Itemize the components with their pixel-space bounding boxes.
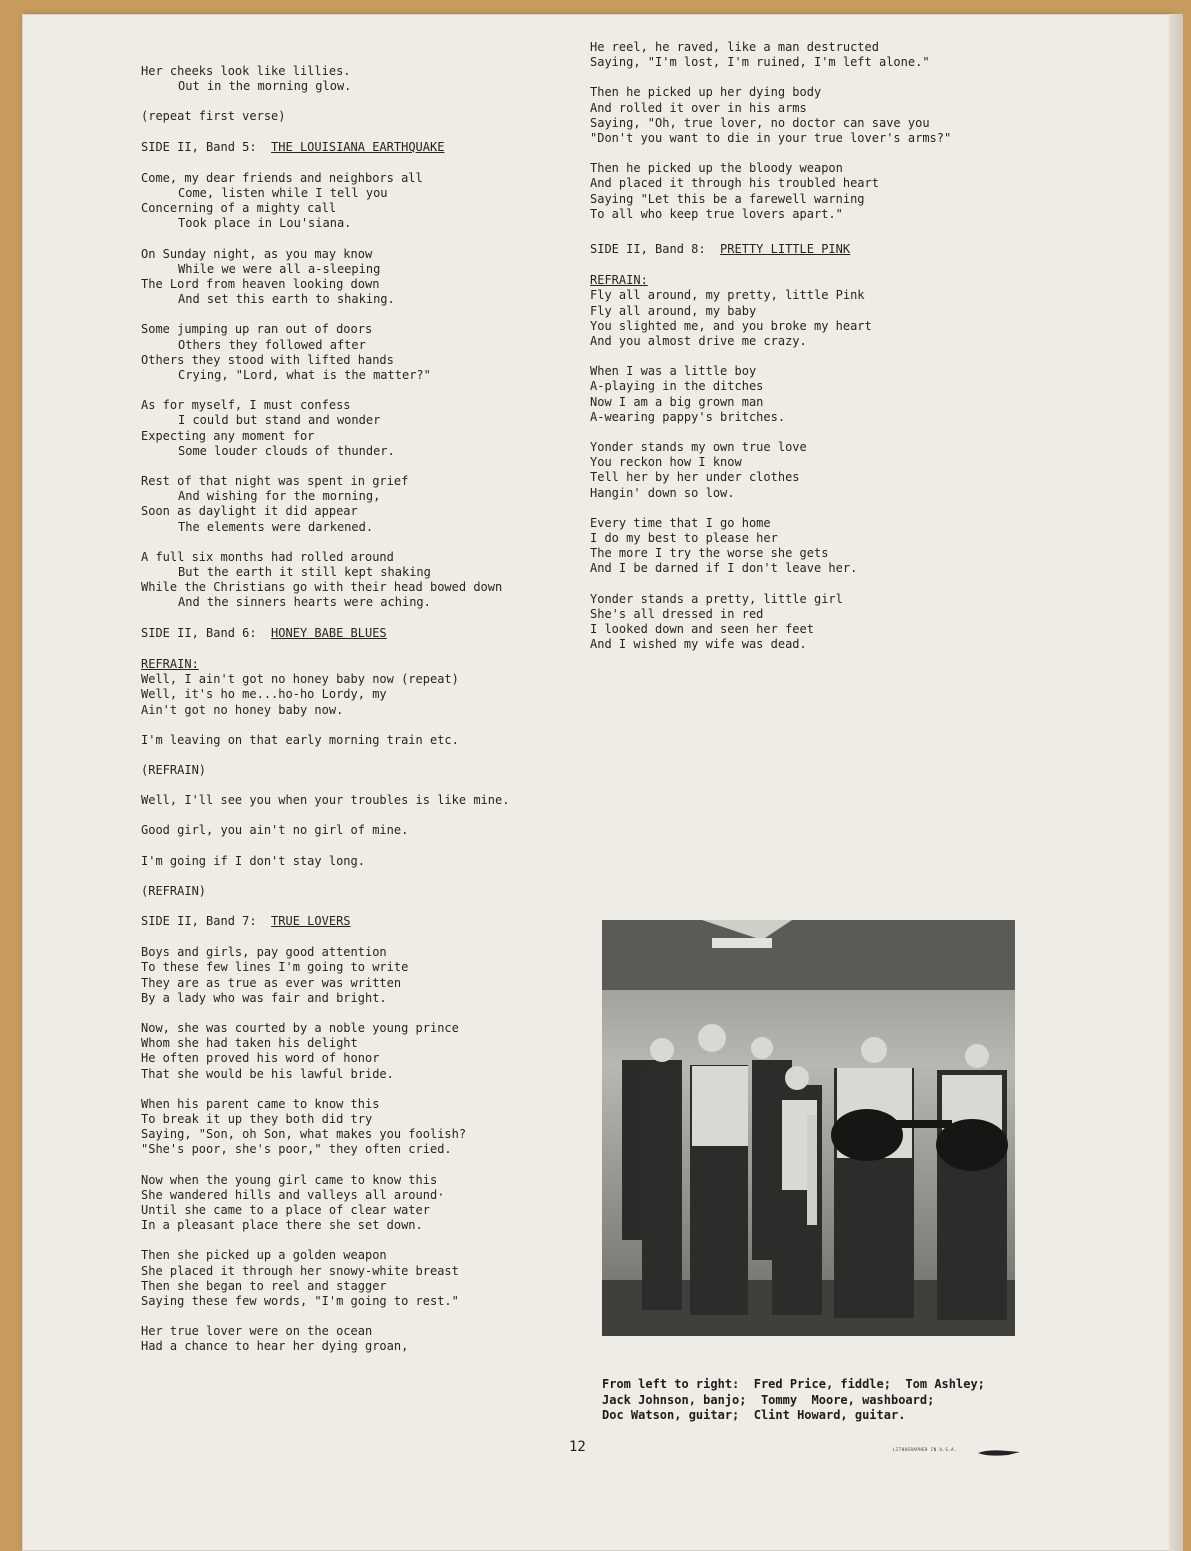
lyric-line: Tell her by her under clothes	[590, 470, 800, 485]
lyric-line: He often proved his word of honor	[141, 1051, 380, 1066]
lyric-line: Some louder clouds of thunder.	[178, 443, 395, 458]
verse	[141, 1248, 571, 1309]
song-title: PRETTY LITTLE PINK	[720, 242, 851, 257]
verse	[141, 1021, 571, 1082]
lyric-line: Saying "Let this be a farewell warning	[590, 191, 865, 206]
lyric-line: Fly all around, my pretty, little Pink	[590, 288, 865, 303]
continued-verses	[590, 40, 1010, 222]
lyric-line: And wishing for the morning,	[178, 489, 381, 504]
lyric-line: While the Christians go with their head bowed down	[141, 580, 503, 595]
caption-line: Jack Johnson, banjo; Tommy Moore, washboard;	[602, 1392, 935, 1407]
page-number: 12	[569, 1439, 586, 1455]
band8-heading	[590, 242, 1010, 257]
refrain-label: REFRAIN:	[141, 656, 199, 671]
song-title: HONEY BABE BLUES	[271, 625, 387, 640]
lyric-line: As for myself, I must confess	[141, 398, 351, 413]
lyric-line: She placed it through her snowy-white breast	[141, 1263, 459, 1278]
verse	[141, 1097, 571, 1158]
lyric-line: Then she began to reel and stagger	[141, 1278, 387, 1293]
lyric-line: And set this earth to shaking.	[178, 292, 395, 307]
caption-line: From left to right: Fred Price, fiddle; Tom Ashley;	[602, 1377, 985, 1391]
lyric-line: A full six months had rolled around	[141, 549, 394, 564]
lyric-line: Soon as daylight it did appear	[141, 504, 358, 519]
lyric-line: The elements were darkened.	[178, 519, 374, 534]
lyric-line: Well, I ain't got no honey baby now (repeat)	[141, 672, 459, 687]
verse	[141, 247, 571, 308]
lyric-line: By a lady who was fair and bright.	[141, 990, 387, 1005]
lyric-line: "Don't you want to die in your true lover's arms?"	[590, 131, 952, 146]
lyric-line: Then she picked up a golden weapon	[141, 1248, 387, 1263]
verse	[141, 171, 571, 232]
lyric-line: Then he picked up her dying body	[590, 85, 822, 100]
lyric-line: To these few lines I'm going to write	[141, 960, 409, 975]
lyric-line: The more I try the worse she gets	[590, 546, 829, 561]
lyric-line: Come, my dear friends and neighbors all	[141, 170, 423, 185]
lyric-line: "She's poor, she's poor," they often cried.	[141, 1142, 452, 1157]
lyric-line: I do my best to please her	[590, 531, 778, 546]
lyric-line: Rest of that night was spent in grief	[141, 474, 409, 489]
lyric-line: Good girl, you ain't no girl of mine.	[141, 823, 409, 838]
lyric-line: Some jumping up ran out of doors	[141, 322, 373, 337]
lyric-line: To all who keep true lovers apart."	[590, 206, 843, 221]
lyric-line: They are as true as ever was written	[141, 975, 402, 990]
verse	[590, 516, 1010, 577]
lyric-line: Others they stood with lifted hands	[141, 352, 394, 367]
photo-caption	[602, 1377, 1022, 1424]
lyric-line: That she would be his lawful bride.	[141, 1066, 394, 1081]
band6-refrain	[141, 657, 571, 718]
lyric-line: And the sinners hearts were aching.	[178, 595, 431, 610]
lyric-line: Crying, "Lord, what is the matter?"	[178, 368, 431, 383]
lyric-line: (REFRAIN)	[141, 762, 207, 777]
lyric-line: Others they followed after	[178, 337, 366, 352]
lyric-line: Saying, "I'm lost, I'm ruined, I'm left alone."	[590, 55, 930, 70]
lyric-line: Every time that I go home	[590, 515, 771, 530]
lyric-line: And placed it through his troubled heart	[590, 176, 879, 191]
left-column	[141, 64, 571, 1370]
band-label: SIDE II, Band 8:	[590, 242, 706, 257]
printer-logo-icon	[978, 1449, 1020, 1457]
lyric-line: While we were all a-sleeping	[178, 261, 381, 276]
lyric-line: The Lord from heaven looking down	[141, 277, 380, 292]
lyric-line: A-wearing pappy's britches.	[590, 409, 786, 424]
lyric-line: Yonder stands a pretty, little girl	[590, 591, 843, 606]
lyric-line: I'm leaving on that early morning train etc.	[141, 732, 459, 747]
lyric-line: Concerning of a mighty call	[141, 201, 337, 216]
lyric-line: When I was a little boy	[590, 364, 757, 379]
lyric-line: Saying these few words, "I'm going to rest."	[141, 1293, 459, 1308]
verse	[590, 364, 1010, 425]
lyric-line: I looked down and seen her feet	[590, 622, 814, 637]
lyric-line: You reckon how I know	[590, 455, 742, 470]
lyric-line: Now I am a big grown man	[590, 394, 764, 409]
lyric-line: Hangin' down so low.	[590, 485, 735, 500]
verse	[141, 1173, 571, 1234]
verse	[141, 945, 571, 1006]
verse	[590, 440, 1010, 501]
litho-mark: LITHOGRAPHED IN U.S.A.	[893, 1447, 957, 1452]
verse	[141, 550, 571, 611]
verse	[590, 592, 1010, 653]
lyric-line: Boys and girls, pay good attention	[141, 945, 387, 960]
song-title: THE LOUISIANA EARTHQUAKE	[271, 139, 445, 154]
lyric-line: To break it up they both did try	[141, 1111, 373, 1126]
lyric-line: And I be darned if I don't leave her.	[590, 561, 858, 576]
refrain-label: REFRAIN:	[590, 273, 648, 288]
lyric-line: Her true lover were on the ocean	[141, 1324, 373, 1339]
lyric-line: Saying, "Son, oh Son, what makes you foolish?	[141, 1127, 467, 1142]
verse	[590, 40, 1010, 70]
lyric-line: Yonder stands my own true love	[590, 440, 807, 455]
verse	[141, 474, 571, 535]
lyric-line: Had a chance to hear her dying groan,	[141, 1339, 409, 1354]
lyric-line: Ain't got no honey baby now.	[141, 702, 344, 717]
band-label: SIDE II, Band 7:	[141, 913, 257, 928]
verse	[590, 85, 1010, 146]
lyric-line: Whom she had taken his delight	[141, 1036, 358, 1051]
lyric-line: Her cheeks look like lillies.	[141, 64, 351, 78]
lyric-line: Fly all around, my baby	[590, 303, 757, 318]
verse	[141, 398, 571, 459]
lyric-line: And I wished my wife was dead.	[590, 637, 807, 652]
band8-refrain	[590, 273, 1010, 349]
lyric-line: (REFRAIN)	[141, 883, 207, 898]
lyric-line: He reel, he raved, like a man destructed	[590, 40, 879, 54]
lyric-line: Well, I'll see you when your troubles is like mine.	[141, 793, 510, 808]
lyric-line: Now when the young girl came to know this	[141, 1172, 438, 1187]
lyric-line: Now, she was courted by a noble young prince	[141, 1020, 459, 1035]
band6-heading	[141, 626, 571, 641]
verse	[141, 1324, 571, 1354]
lyric-line: Expecting any moment for	[141, 428, 315, 443]
caption-line: Doc Watson, guitar; Clint Howard, guitar.	[602, 1408, 906, 1422]
lyric-line: And you almost drive me crazy.	[590, 334, 807, 349]
band5-heading	[141, 140, 571, 155]
lyric-line: Until she came to a place of clear water	[141, 1202, 430, 1217]
lyric-line: When his parent came to know this	[141, 1096, 380, 1111]
band7-verses	[141, 945, 571, 1354]
lyric-line: In a pleasant place there she set down.	[141, 1218, 423, 1233]
lyric-line: I'm going if I don't stay long.	[141, 853, 365, 868]
band-label: SIDE II, Band 6:	[141, 625, 257, 640]
intro-verse	[141, 64, 571, 94]
band8-verses	[590, 364, 1010, 652]
lyric-line: I could but stand and wonder	[178, 413, 381, 428]
band-photo-image	[602, 920, 1015, 1336]
lyric-line: Out in the morning glow.	[178, 79, 352, 94]
lyric-line: On Sunday night, as you may know	[141, 246, 373, 261]
lyric-line: Then he picked up the bloody weapon	[590, 161, 843, 176]
band-photo	[602, 920, 1015, 1336]
lyric-line: Took place in Lou'siana.	[178, 216, 352, 231]
page-edge	[1169, 14, 1183, 1551]
lyric-line: Saying, "Oh, true lover, no doctor can save you	[590, 115, 930, 130]
verse	[590, 161, 1010, 222]
band-label: SIDE II, Band 5:	[141, 139, 257, 154]
verse	[141, 322, 571, 383]
song-title: TRUE LOVERS	[271, 913, 351, 928]
lyric-line: A-playing in the ditches	[590, 379, 764, 394]
right-column	[590, 40, 1010, 668]
lyric-line: Well, it's ho me...ho-ho Lordy, my	[141, 687, 387, 702]
band5-verses	[141, 171, 571, 611]
band7-heading	[141, 914, 571, 929]
lyric-line: But the earth it still kept shaking	[178, 565, 431, 580]
repeat-note: (repeat first verse)	[141, 109, 286, 124]
lyric-line: She wandered hills and valleys all around·	[141, 1187, 445, 1202]
lyric-line: Come, listen while I tell you	[178, 186, 388, 201]
lyric-line: You slighted me, and you broke my heart	[590, 318, 872, 333]
lyric-line: She's all dressed in red	[590, 606, 764, 621]
lyric-line: And rolled it over in his arms	[590, 100, 807, 115]
